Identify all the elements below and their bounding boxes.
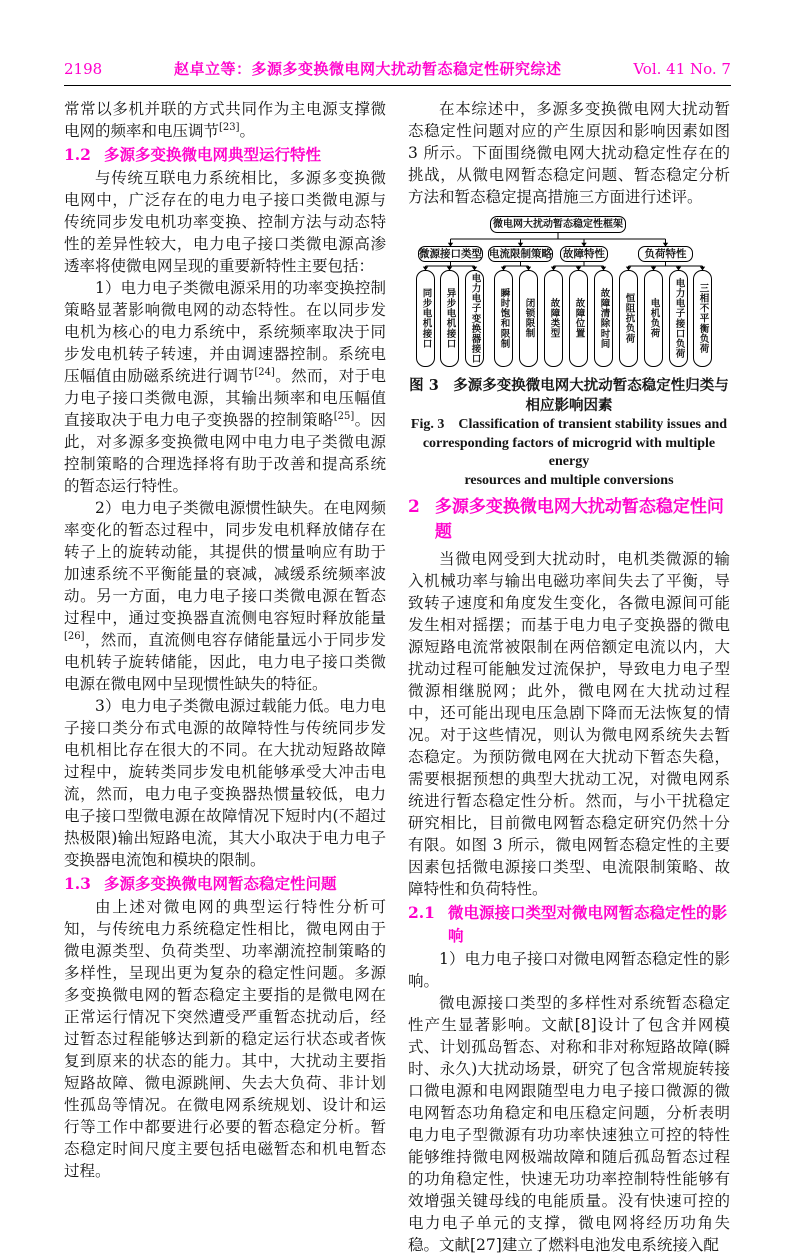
left-column [64,98,386,1256]
section-title: 多源多变换微电网暂态稳定性问题 [103,874,337,893]
right-column [408,98,730,1256]
section-title: 多源多变换微电网大扰动暂态稳定性问题 [434,497,724,542]
figure-caption-en: resources and multiple conversions [464,472,674,488]
paragraph: 微电源接口类型的多样性对系统暂态稳定性产生显著影响。文献[8]设计了包含并网模式、计划孤岛暂态、对称和非对称短路故障(瞬时、永久)大扰动场景，研究了包含常规旋转接口微电源和电网跟随型电力电子接口微源的微电网暂态功角稳定和电压稳定问题，分析表明电力电子型微源有功功率快速独立可控的特性能够维持微电网极端故障和随后孤岛暂态过程的功角稳定性，快速无功功率控制特性能够有效增强关键母线的电能质量。没有快速可控的电力电子单元的支撑，微电网将经历功角失稳。文献[27]建立了燃料电池发电系统接入配 [408,994,730,1254]
figure-leaf-box: 电机负荷 [644,270,663,367]
figure-leaf-box: 故障位置 [569,270,588,367]
paragraph: 当微电网受到大扰动时，电机类微源的输入机械功率与输出电磁功率间失去了平衡，导致转子速度和角度发生变化，各微电源间可能发生相对摇摆；而基于电力电子变换器的微电源短路电流常被限制在两倍额定电流以内，大扰动过程可能触发过流保护，导致电力电子型微源相继脱网；此外，微电网在大扰动过程中，还可能出现电压急剧下降而无法恢复的情况。对于这些情况，则认为微电网系统失去暂态稳定。为预防微电网在大扰动下暂态失稳，需要根据预想的典型大扰动工况，对微电网系统进行暂态稳定性分析。然而，与小干扰稳定研究相比，目前微电网暂态稳定研究仍然十分有限。如图 3 所示，微电网暂态稳定性的主要因素包括微电源接口类型、电流限制策略、故障特性和负荷特性。 [408,550,730,898]
figure-caption-en: Fig. 3 Classification of transient stability issues and [410,417,728,432]
paragraph: 3）电力电子类微电源过载能力低。电力电子接口类分布式电源的故障特性与传统同步发电机相比存在很大的不同。在大扰动短路故障过程中，旋转类同步发电机能够承受大冲击电流，然而，电力电子变换器热惯量较低，电力电子接口型微电源在故障情况下短时内(不超过热极限)输出短路电流，其大小取决于电力电子变换器电流饱和模块的限制。 [64,697,386,869]
figure-3-diagram [408,213,738,373]
volume-info: Vol. 41 No. 7 [633,60,731,78]
figure-category-box: 微源接口类型 [419,248,482,260]
figure-leaf-box: 异步电机接口 [440,270,459,367]
figure-leaf-box: 同步电机接口 [416,270,435,367]
section-number: 2.1 [408,903,435,922]
two-column-body [64,98,731,1256]
paragraph: 与传统互联电力系统相比，多源多变换微电网中，广泛存在的电力电子接口类微电源与传统同步发电机功率变换、控制方法与动态特性的差异性较大，电力电子接口类微电源高渗透率将使微电网呈现的重要新特性主要包括： [64,169,386,275]
paragraph: 由上述对微电网的典型运行特性分析可知，与传统电力系统稳定性相比，微电网由于微电源类型、负荷类型、功率潮流控制策略的多样性，呈现出更为复杂的稳定性问题。多源多变换微电网的暂态稳定主要指的是微电网在正常运行情况下突然遭受严重暂态扰动后，经过暂态过程能够达到新的稳定运行状态或者恢复到原来的状态的能力。其中，大扰动主要指短路故障、微电源跳闸、失去大负荷、非计划性孤岛等情况。在微电网系统规划、设计和运行等工作中都要进行必要的暂态稳定分析。暂态稳定时间尺度主要包括电磁暂态和机电暂态过程。 [64,898,386,1180]
figure-caption-zh: 相应影响因素 [525,397,613,414]
paragraph: 1）电力电子接口对微电网暂态稳定性的影响。 [408,950,730,990]
figure-root-box: 微电网大扰动暂态稳定性框架 [490,216,626,233]
figure-leaf-box: 故障类型 [544,270,563,367]
figure-leaf-box: 瞬时饱和限制 [494,270,513,367]
section-title: 多源多变换微电网典型运行特性 [103,145,321,164]
section-heading-2-1 [408,901,730,947]
figure-leaf-box: 电力电子接口负荷 [669,270,688,367]
section-number: 1.2 [64,145,91,164]
section-title: 微电源接口类型对微电网暂态稳定性的影响 [447,903,727,945]
paragraph: 在本综述中，多源多变换微电网大扰动暂态稳定性问题对应的产生原因和影响因素如图 3 所示。下面围绕微电网大扰动稳定性存在的挑战，从微电网暂态稳定问题、暂态稳定分析方法和暂态稳定提高措施三方面进行述评。 [408,100,730,206]
figure-category-box: 负荷特性 [638,246,693,262]
paragraph: 常常以多机并联的方式共同作为主电源支撑微电网的频率和电压调节[23]。 [64,100,386,140]
figure-3-caption [408,376,730,490]
section-heading-2 [408,495,730,545]
figure-3 [408,213,730,490]
header-rule [64,85,731,86]
paragraph: 2）电力电子类微电源惯性缺失。在电网频率变化的暂态过程中，同步发电机释放储存在转子上的旋转动能，其提供的惯量响应有助于加速系统不平衡能量的衰减，减缓系统频率波动。另一方面，电力电子接口类微电源在暂态过程中，通过变换器直流侧电容短时释放能量[26]，然而，直流侧电容存储能量远小于同步发电机转子旋转储能，因此，电力电子接口类微电源在微电网中呈现惯性缺失的特征。 [64,499,386,693]
section-heading-1-3 [64,872,386,895]
figure-leaf-box: 闭锁限制 [519,270,538,367]
figure-category-box: 电流限制策略 [489,248,552,260]
section-heading-1-2 [64,143,386,166]
figure-caption-zh: 图 3 多源多变换微电网大扰动暂态稳定性归类与 [409,377,729,394]
figure-leaf-box: 电力电子变换器接口 [465,270,484,367]
running-title: 赵卓立等：多源多变换微电网大扰动暂态稳定性研究综述 [174,60,562,78]
figure-leaf-box: 故障清除时间 [594,270,613,367]
figure-leaf-box: 恒阻抗负荷 [619,270,638,367]
figure-category-box: 故障特性 [560,246,608,262]
page-header [64,60,731,78]
figure-caption-en: corresponding factors of microgrid with multiple energy [422,435,716,469]
paragraph: 1）电力电子类微电源采用的功率变换控制策略显著影响微电网的动态特性。在以同步发电机为核心的电力系统中，系统频率取决于同步发电机转子转速，并由调速器控制。系统电压幅值由励磁系统进行调节[24]。然而，对于电力电子接口类微电源，其输出频率和电压幅值直接取决于电力电子变换器的控制策略[25]。因此，对多源多变换微电网中电力电子类微电源控制策略的合理选择将有助于改善和提高系统的暂态运行特性。 [64,279,386,495]
section-number: 1.3 [64,874,91,893]
figure-leaf-box: 三相不平衡负荷 [693,270,712,367]
page-number: 2198 [64,60,103,78]
section-number: 2 [408,497,420,517]
